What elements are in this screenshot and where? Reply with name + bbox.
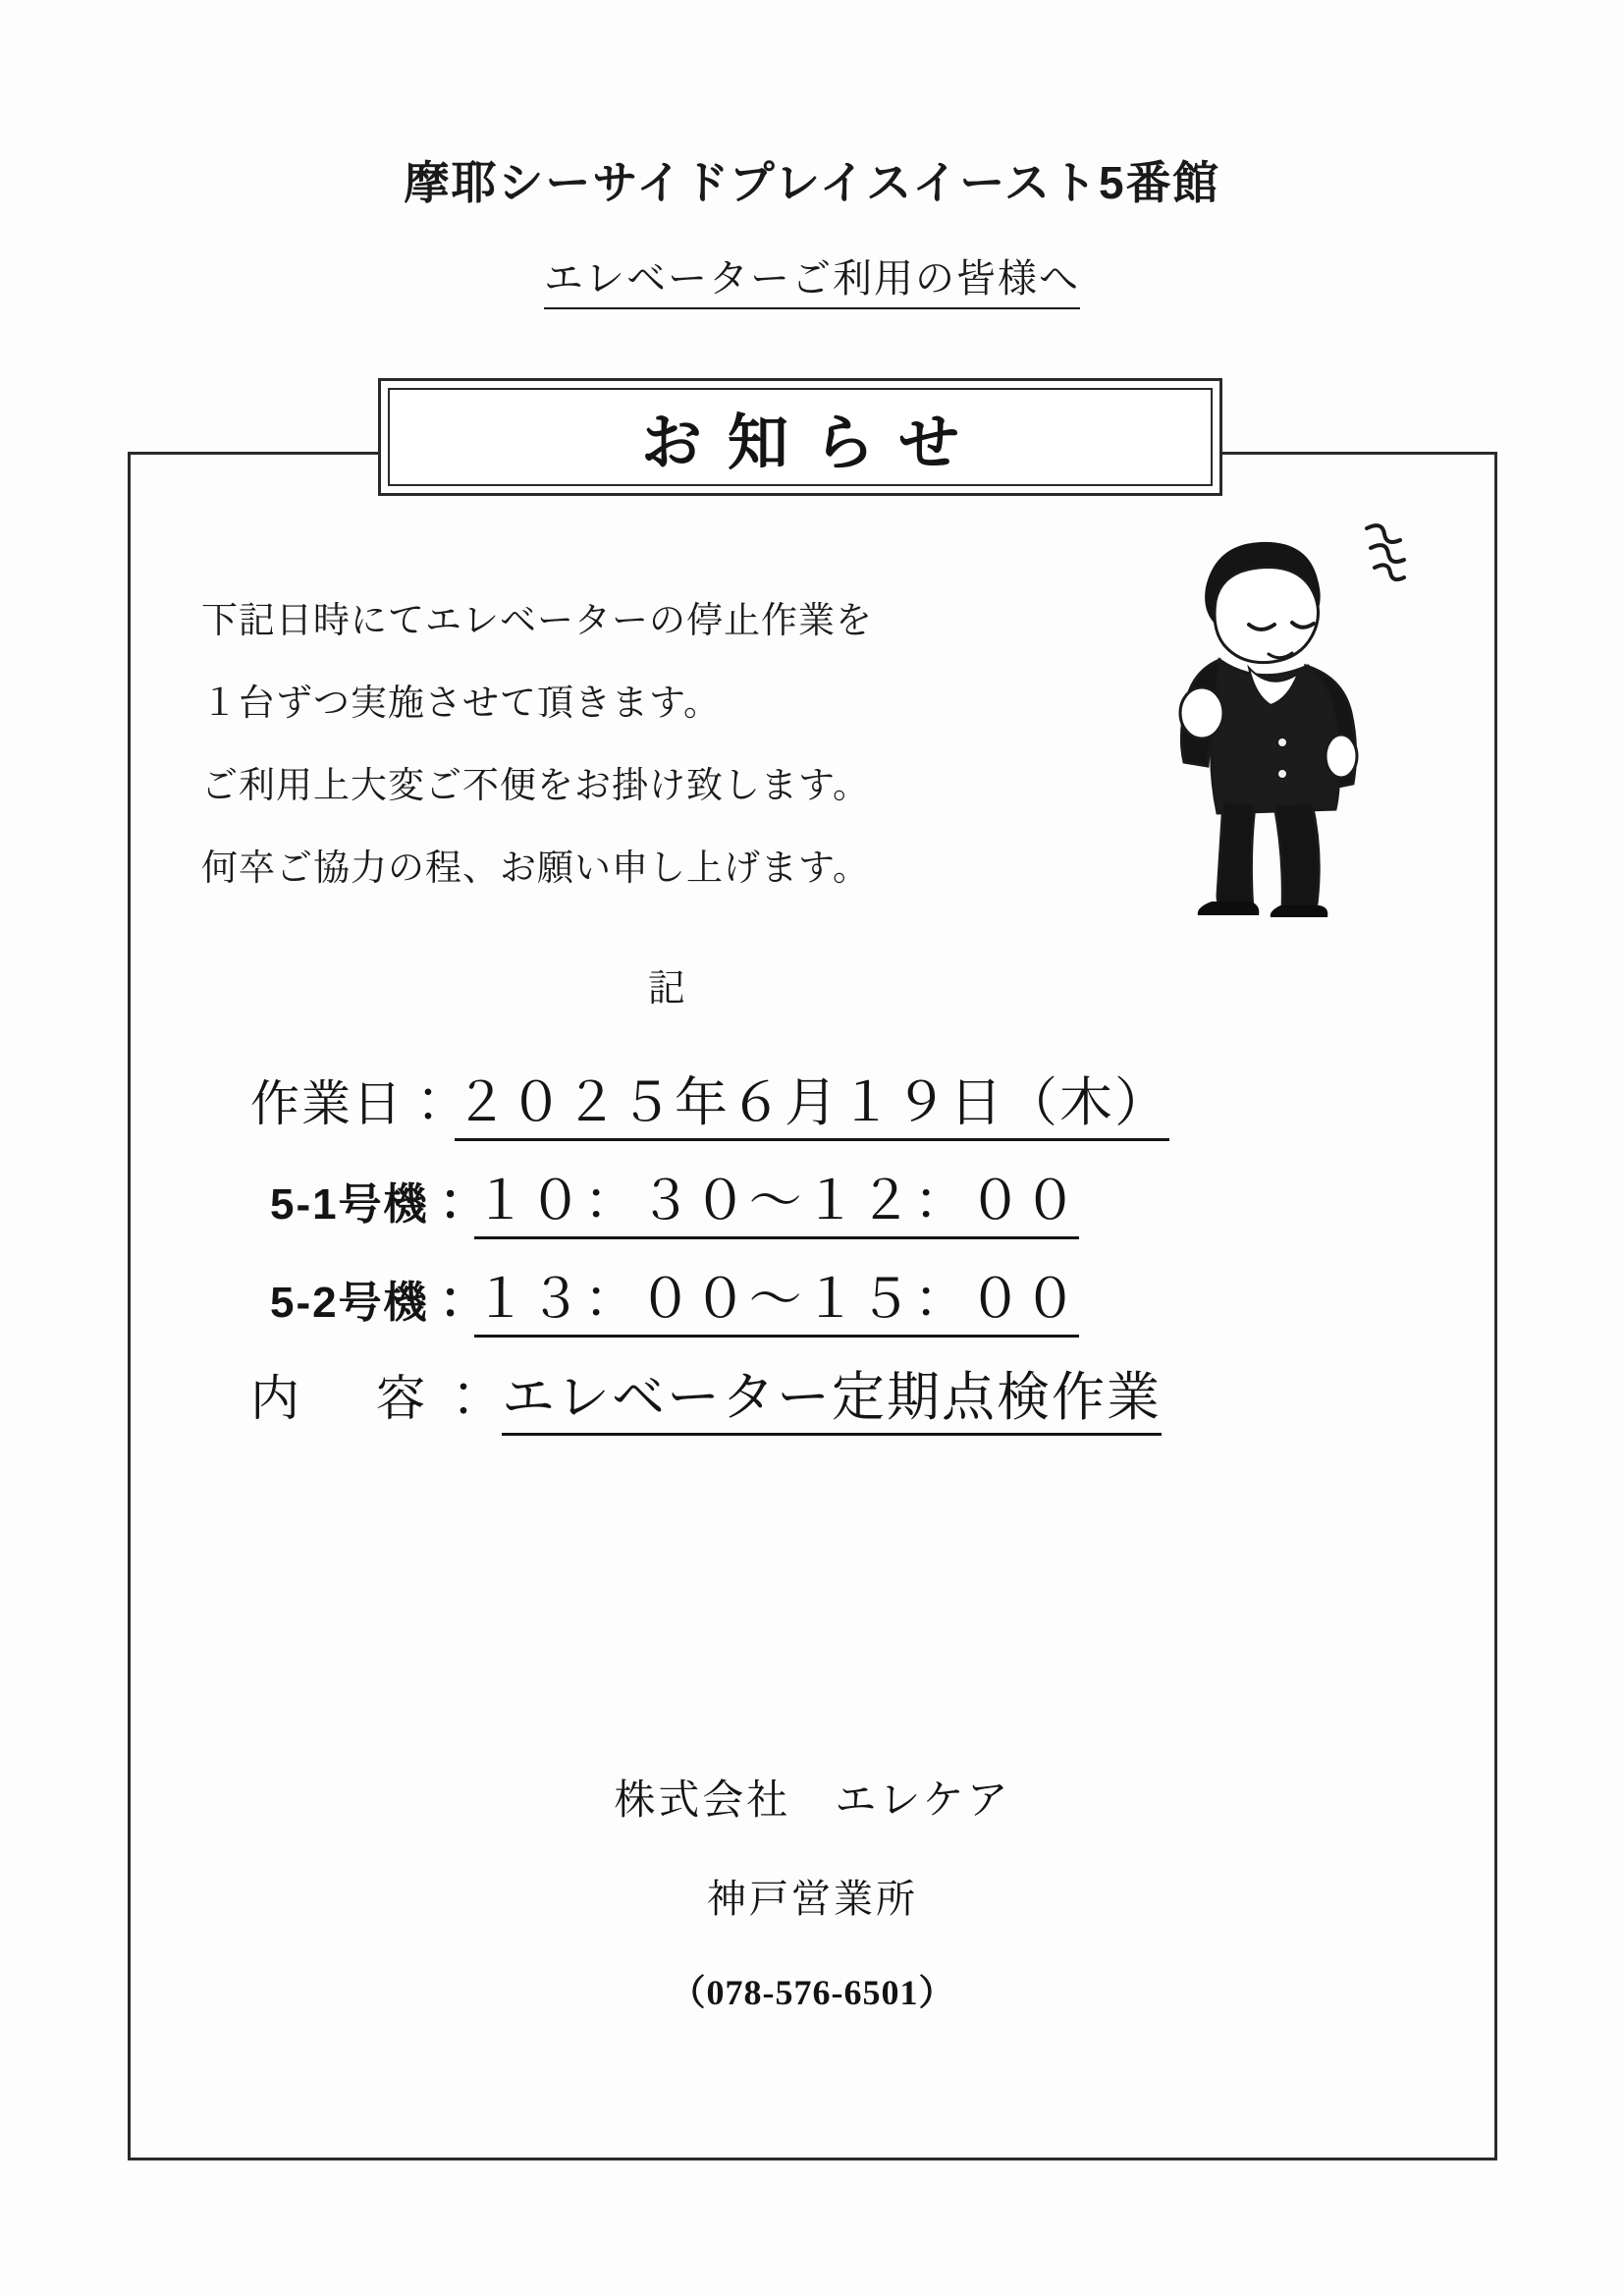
notice-banner-text: お知らせ [640,409,986,477]
company-name: 株式会社 エレケア [614,1777,1011,1823]
detail-label: 5-2号機： [270,1279,474,1327]
body-line: ご利用上大変ご不便をお掛け致します。 [201,765,871,805]
body-paragraph [201,579,1105,909]
page-subtitle: エレベーターご利用の皆様へ [544,247,1080,309]
detail-label: 5-1号機： [270,1180,474,1229]
detail-row-work-content [250,1355,1429,1436]
details-list [250,1061,1429,1453]
detail-row-elevator-5-2 [250,1257,1429,1338]
detail-value: ２０２５年６月１９日（木） [455,1061,1169,1141]
building-title: 摩耶シーサイドプレイスイースト5番館 [404,157,1220,208]
detail-value: １０：３０〜１２：００ [474,1159,1079,1239]
notice-banner [378,378,1222,496]
ki-mark: 記 [647,968,687,1010]
signature-block [128,1768,1497,2015]
phone-number: （078-576-6501） [670,1973,955,2012]
body-line: １台ずつ実施させて頂きます。 [201,683,722,723]
bowing-staff-illustration [1159,511,1424,923]
body-line: 下記日時にてエレベーターの停止作業を [201,600,873,640]
detail-label: 作業日： [250,1076,455,1131]
detail-value: １３：００〜１５：００ [474,1257,1079,1338]
detail-label: 内 容： [250,1371,502,1426]
office-name: 神戸営業所 [707,1878,918,1921]
notice-banner-inner [388,388,1213,486]
detail-row-elevator-5-1 [250,1159,1429,1239]
detail-value: エレベーター定期点検作業 [502,1355,1162,1436]
detail-row-work-date [250,1061,1429,1141]
body-line: 何卒ご協力の程、お願い申し上げます。 [201,847,871,888]
document-header [0,147,1624,309]
